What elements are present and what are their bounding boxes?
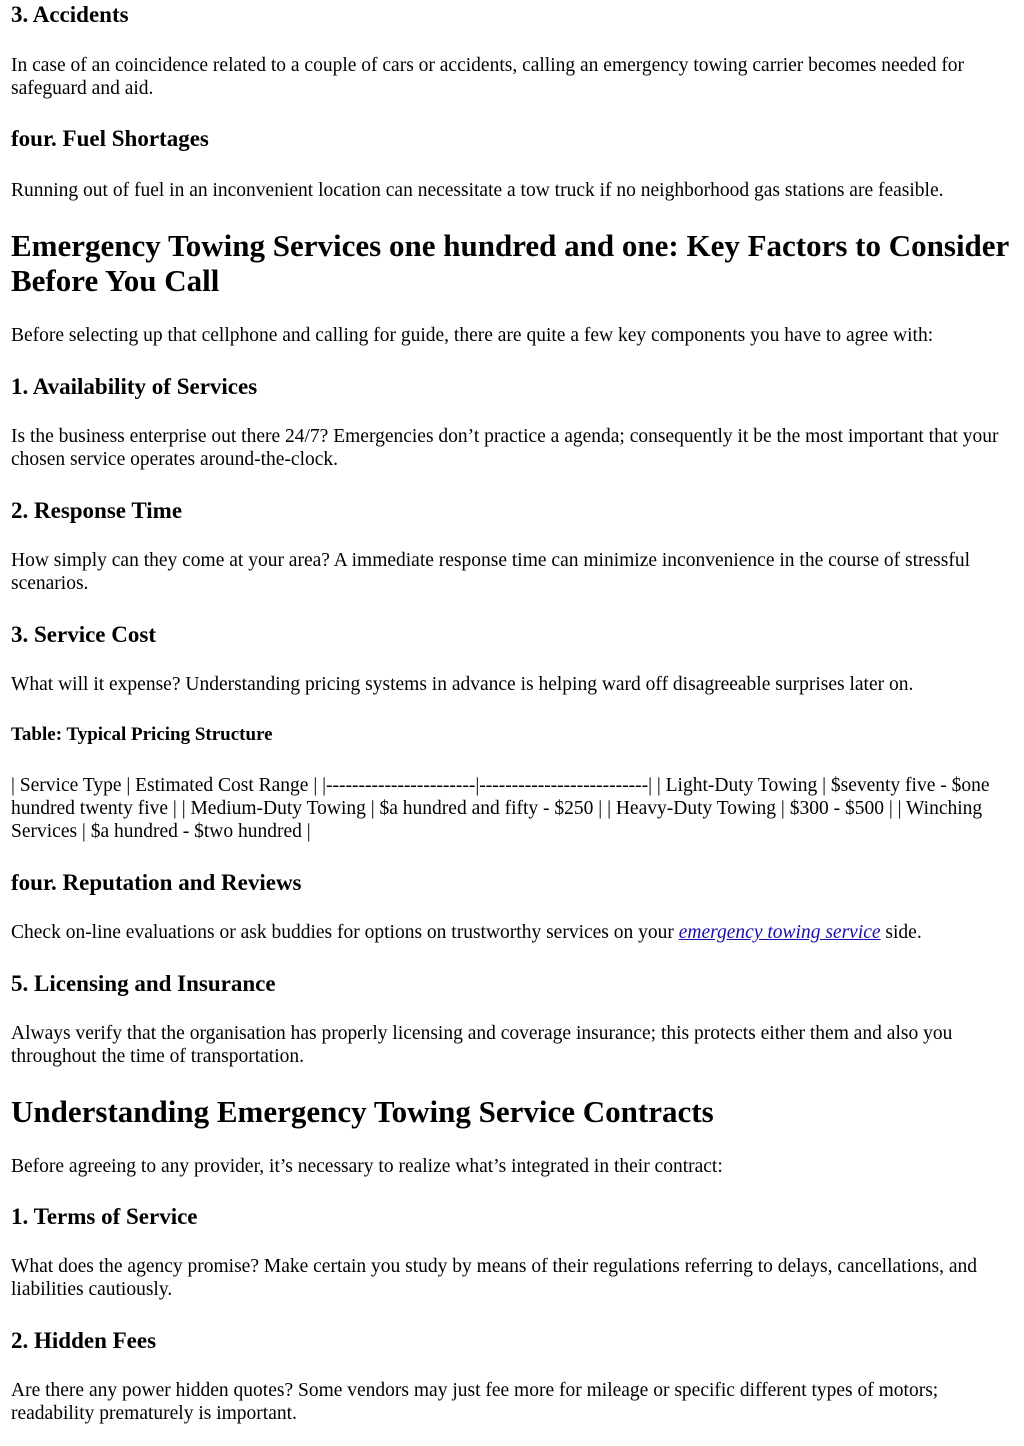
heading-hidden-fees: 2. Hidden Fees: [11, 1328, 157, 1353]
paragraph-hidden-fees: Are there any power hidden quotes? Some vendors may just fee more for mileage or specific different types of motors; readability prematurely is important.: [11, 1380, 939, 1424]
heading-accidents: 3. Accidents: [11, 2, 129, 27]
paragraph-service-cost: What will it expense? Understanding pricing systems in advance is helping ward off disagreeable surprises later on.: [11, 674, 914, 695]
heading-response-time: 2. Response Time: [11, 498, 183, 523]
heading-pricing-table: Table: Typical Pricing Structure: [11, 724, 273, 745]
paragraph-terms-of-service: What does the agency promise? Make certain you study by means of their regulations referring to delays, cancellations, and liabilities cautiously.: [11, 1256, 978, 1300]
heading-fuel-shortages: four. Fuel Shortages: [11, 126, 209, 151]
paragraph-contracts: Before agreeing to any provider, it’s necessary to realize what’s integrated in their contract:: [11, 1156, 723, 1177]
pricing-table-text: | Service Type | Estimated Cost Range | |-----------------------|--------------------------| | Light-Duty Towing | $seventy five - $one hundred twenty five | | Medium-Duty Towing | $a hundred and fifty - $250 | | Heavy-Duty Towing | $300 - $500 | | Winching Services | $a hundred - $two hundred |: [11, 775, 990, 842]
heading-licensing: 5. Licensing and Insurance: [11, 971, 276, 996]
heading-service-cost: 3. Service Cost: [11, 622, 156, 647]
paragraph-key-factors: Before selecting up that cellphone and calling for guide, there are quite a few key components you have to agree with:: [11, 325, 934, 346]
paragraph-accidents: In case of an coincidence related to a couple of cars or accidents, calling an emergency towing carrier becomes needed for safeguard and aid.: [11, 55, 965, 99]
paragraph-availability: Is the business enterprise out there 24/7? Emergencies don’t practice a agenda; consequently it be the most important that your chosen service operates around-the-clock.: [11, 426, 999, 470]
heading-availability: 1. Availability of Services: [11, 374, 258, 399]
heading-key-factors: Emergency Towing Services one hundred and one: Key Factors to Consider Before You Call: [11, 228, 1009, 298]
paragraph-response-time: How simply can they come at your area? A immediate response time can minimize inconvenience in the course of stressful scenarios.: [11, 550, 970, 594]
heading-terms-of-service: 1. Terms of Service: [11, 1204, 198, 1229]
heading-reputation: four. Reputation and Reviews: [11, 870, 302, 895]
reputation-text-before: Check on-line evaluations or ask buddies for options on trustworthy services on your: [11, 922, 679, 943]
paragraph-licensing: Always verify that the organisation has properly licensing and coverage insurance; this protects either them and also you throughout the time of transportation.: [11, 1023, 953, 1067]
heading-contracts: Understanding Emergency Towing Service Contracts: [11, 1094, 714, 1129]
emergency-towing-service-link[interactable]: emergency towing service: [678, 922, 881, 943]
reputation-text-after: side.: [880, 922, 922, 943]
paragraph-reputation: [11, 921, 1013, 944]
paragraph-fuel-shortages: Running out of fuel in an inconvenient location can necessitate a tow truck if no neighborhood gas stations are feasible.: [11, 180, 944, 201]
